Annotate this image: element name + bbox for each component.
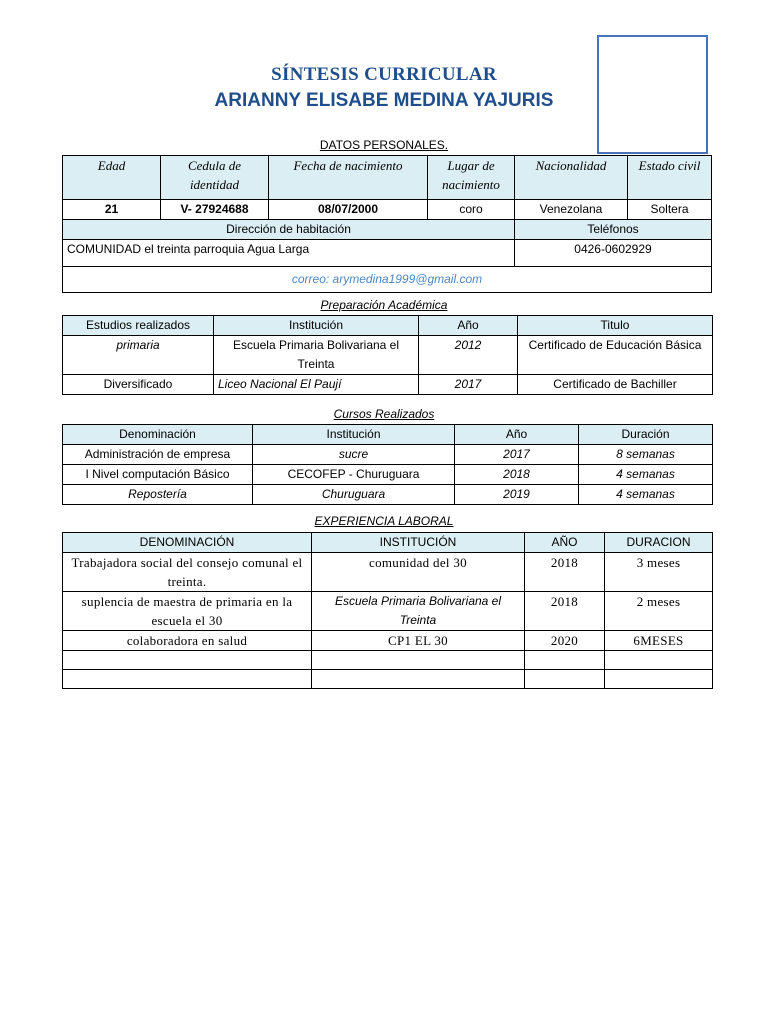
table-cell — [525, 651, 605, 670]
header-cell: Estudios realizados — [63, 316, 214, 336]
table-cell: sucre — [253, 445, 455, 465]
table-row — [63, 200, 712, 220]
table-header-row — [63, 425, 713, 445]
email-value: correo: arymedina1999@gmail.com — [63, 267, 712, 293]
table-cell: 4 semanas — [579, 465, 713, 485]
header-cell: Denominación — [63, 425, 253, 445]
table-cell: primaria — [63, 336, 214, 375]
table-cell: 2017 — [455, 445, 579, 465]
table-cell: comunidad del 30 — [312, 553, 525, 592]
table-cell: 6MESES — [605, 631, 713, 651]
table-row — [63, 553, 713, 592]
table-cell — [63, 670, 312, 689]
table-cell — [605, 670, 713, 689]
table-header-row — [63, 533, 713, 553]
table-cell: 3 meses — [605, 553, 713, 592]
value-nacionalidad: Venezolana — [515, 200, 628, 220]
header-cell: AÑO — [525, 533, 605, 553]
table-cell: Repostería — [63, 485, 253, 505]
header-cell: Institución — [253, 425, 455, 445]
table-cell — [312, 651, 525, 670]
header-cell: Fecha de nacimiento — [269, 156, 428, 200]
table-cell: CP1 EL 30 — [312, 631, 525, 651]
table-row — [63, 445, 713, 465]
section-heading-datos-personales: DATOS PERSONALES. — [319, 138, 449, 152]
table-cell: I Nivel computación Básico — [63, 465, 253, 485]
table-row — [63, 651, 713, 670]
header-cell: Duración — [579, 425, 713, 445]
table-row — [63, 670, 713, 689]
header-cell: Cedula de identidad — [161, 156, 269, 200]
header-cell: DENOMINACIÓN — [63, 533, 312, 553]
table-cell: Churuguara — [253, 485, 455, 505]
value-cedula: V- 27924688 — [161, 200, 269, 220]
table-cell: 2012 — [419, 336, 518, 375]
value-fecha-nacimiento: 08/07/2000 — [269, 200, 428, 220]
table-header-row — [63, 220, 712, 240]
table-row — [63, 375, 713, 395]
table-row — [63, 631, 713, 651]
table-cell: Diversificado — [63, 375, 214, 395]
datos-personales-table — [62, 155, 712, 293]
preparacion-table — [62, 315, 713, 395]
table-cell: 2017 — [419, 375, 518, 395]
table-cell: 2 meses — [605, 592, 713, 631]
header-cell: INSTITUCIÓN — [312, 533, 525, 553]
table-cell: 2020 — [525, 631, 605, 651]
table-cell — [63, 651, 312, 670]
table-row — [63, 465, 713, 485]
cursos-table — [62, 424, 713, 505]
table-cell: 2019 — [455, 485, 579, 505]
table-cell: 2018 — [525, 553, 605, 592]
table-cell: Liceo Nacional El Paují — [214, 375, 419, 395]
value-lugar-nacimiento: coro — [428, 200, 515, 220]
table-header-row — [63, 156, 712, 200]
section-heading-experiencia: EXPERIENCIA LABORAL — [314, 514, 454, 528]
table-row — [63, 240, 712, 267]
header-cell: Año — [419, 316, 518, 336]
table-cell: Certificado de Educación Básica — [518, 336, 713, 375]
telefonos-label: Teléfonos — [515, 220, 712, 240]
value-estado-civil: Soltera — [628, 200, 712, 220]
table-cell — [312, 670, 525, 689]
table-cell: Escuela Primaria Bolivariana el Treinta — [312, 592, 525, 631]
header-cell: DURACION — [605, 533, 713, 553]
table-cell — [525, 670, 605, 689]
document-title: SÍNTESIS CURRICULAR — [271, 64, 497, 85]
table-row — [63, 592, 713, 631]
table-cell: 4 semanas — [579, 485, 713, 505]
header-cell: Estado civil — [628, 156, 712, 200]
table-row — [63, 336, 713, 375]
header-cell: Titulo — [518, 316, 713, 336]
table-cell — [605, 651, 713, 670]
value-edad: 21 — [63, 200, 161, 220]
direccion-value: COMUNIDAD el treinta parroquia Agua Larga — [63, 240, 515, 267]
table-cell: colaboradora en salud — [63, 631, 312, 651]
header-cell: Año — [455, 425, 579, 445]
section-heading-preparacion: Preparación Académica — [320, 298, 448, 312]
table-row — [63, 485, 713, 505]
table-cell: suplencia de maestra de primaria en la escuela el 30 — [63, 592, 312, 631]
experiencia-table — [62, 532, 713, 689]
header-cell: Nacionalidad — [515, 156, 628, 200]
table-cell: CECOFEP - Churuguara — [253, 465, 455, 485]
table-cell: Certificado de Bachiller — [518, 375, 713, 395]
table-cell: 8 semanas — [579, 445, 713, 465]
table-cell: Trabajadora social del consejo comunal el treinta. — [63, 553, 312, 592]
table-header-row — [63, 316, 713, 336]
header-cell: Lugar de nacimiento — [428, 156, 515, 200]
table-row — [63, 267, 712, 293]
section-heading-cursos: Cursos Realizados — [333, 407, 435, 421]
table-cell: 2018 — [455, 465, 579, 485]
telefono-value: 0426-0602929 — [515, 240, 712, 267]
header-cell: Institución — [214, 316, 419, 336]
table-cell: Administración de empresa — [63, 445, 253, 465]
person-name: ARIANNY ELISABE MEDINA YAJURIS — [214, 90, 554, 111]
header-cell: Edad — [63, 156, 161, 200]
direccion-label: Dirección de habitación — [63, 220, 515, 240]
table-cell: 2018 — [525, 592, 605, 631]
table-cell: Escuela Primaria Bolivariana el Treinta — [214, 336, 419, 375]
